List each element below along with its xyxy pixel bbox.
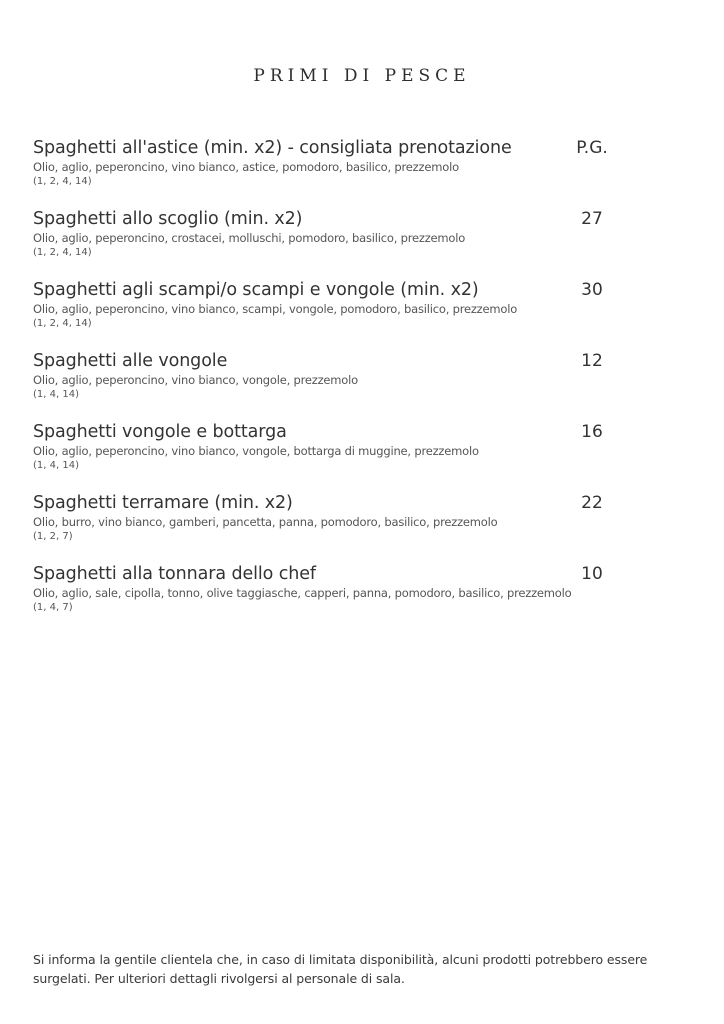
item-allergens: (1, 2, 4, 14) (33, 247, 92, 258)
item-allergens: (1, 2, 7) (33, 531, 73, 542)
menu-item (33, 208, 653, 279)
item-name: Spaghetti all'astice (min. x2) - consigliata prenotazione (33, 138, 512, 158)
item-price: P.G. (576, 138, 608, 158)
menu-item (33, 492, 653, 563)
menu-item (33, 137, 653, 208)
item-price: 30 (581, 280, 603, 300)
item-description: Olio, aglio, sale, cipolla, tonno, olive taggiasche, capperi, panna, pomodoro, basilico, prezzemolo (33, 586, 572, 600)
item-name: Spaghetti alla tonnara dello chef (33, 564, 316, 584)
item-allergens: (1, 4, 14) (33, 460, 79, 471)
item-price: 22 (581, 493, 603, 513)
item-allergens: (1, 2, 4, 14) (33, 176, 92, 187)
item-description: Olio, aglio, peperoncino, vino bianco, scampi, vongole, pomodoro, basilico, prezzemolo (33, 302, 518, 316)
item-description: Olio, burro, vino bianco, gamberi, pancetta, panna, pomodoro, basilico, prezzemolo (33, 515, 498, 529)
item-name: Spaghetti alle vongole (33, 351, 228, 371)
item-description: Olio, aglio, peperoncino, vino bianco, vongole, bottarga di muggine, prezzemolo (33, 444, 479, 458)
item-name: Spaghetti vongole e bottarga (33, 422, 287, 442)
item-name: Spaghetti allo scoglio (min. x2) (33, 209, 303, 229)
item-price: 10 (581, 564, 603, 584)
item-price: 12 (581, 351, 603, 371)
page-title: PRIMI DI PESCE (253, 66, 471, 86)
menu-item (33, 563, 653, 634)
item-name: Spaghetti agli scampi/o scampi e vongole (min. x2) (33, 280, 479, 300)
menu-item (33, 350, 653, 421)
item-allergens: (1, 4, 7) (33, 602, 73, 613)
item-allergens: (1, 4, 14) (33, 389, 79, 400)
item-allergens: (1, 2, 4, 14) (33, 318, 92, 329)
item-description: Olio, aglio, peperoncino, vino bianco, astice, pomodoro, basilico, prezzemolo (33, 160, 459, 174)
menu-item (33, 279, 653, 350)
menu-item (33, 421, 653, 492)
item-description: Olio, aglio, peperoncino, crostacei, molluschi, pomodoro, basilico, prezzemolo (33, 231, 466, 245)
item-price: 16 (581, 422, 603, 442)
item-price: 27 (581, 209, 603, 229)
item-description: Olio, aglio, peperoncino, vino bianco, vongole, prezzemolo (33, 373, 358, 387)
footer-notice: Si informa la gentile clientela che, in caso di limitata disponibilità, alcuni prodotti potrebbero essere surgelati. Per ulteriori dettagli rivolgersi al personale di sala. (33, 952, 648, 986)
item-name: Spaghetti terramare (min. x2) (33, 493, 293, 513)
menu-list (33, 137, 653, 634)
